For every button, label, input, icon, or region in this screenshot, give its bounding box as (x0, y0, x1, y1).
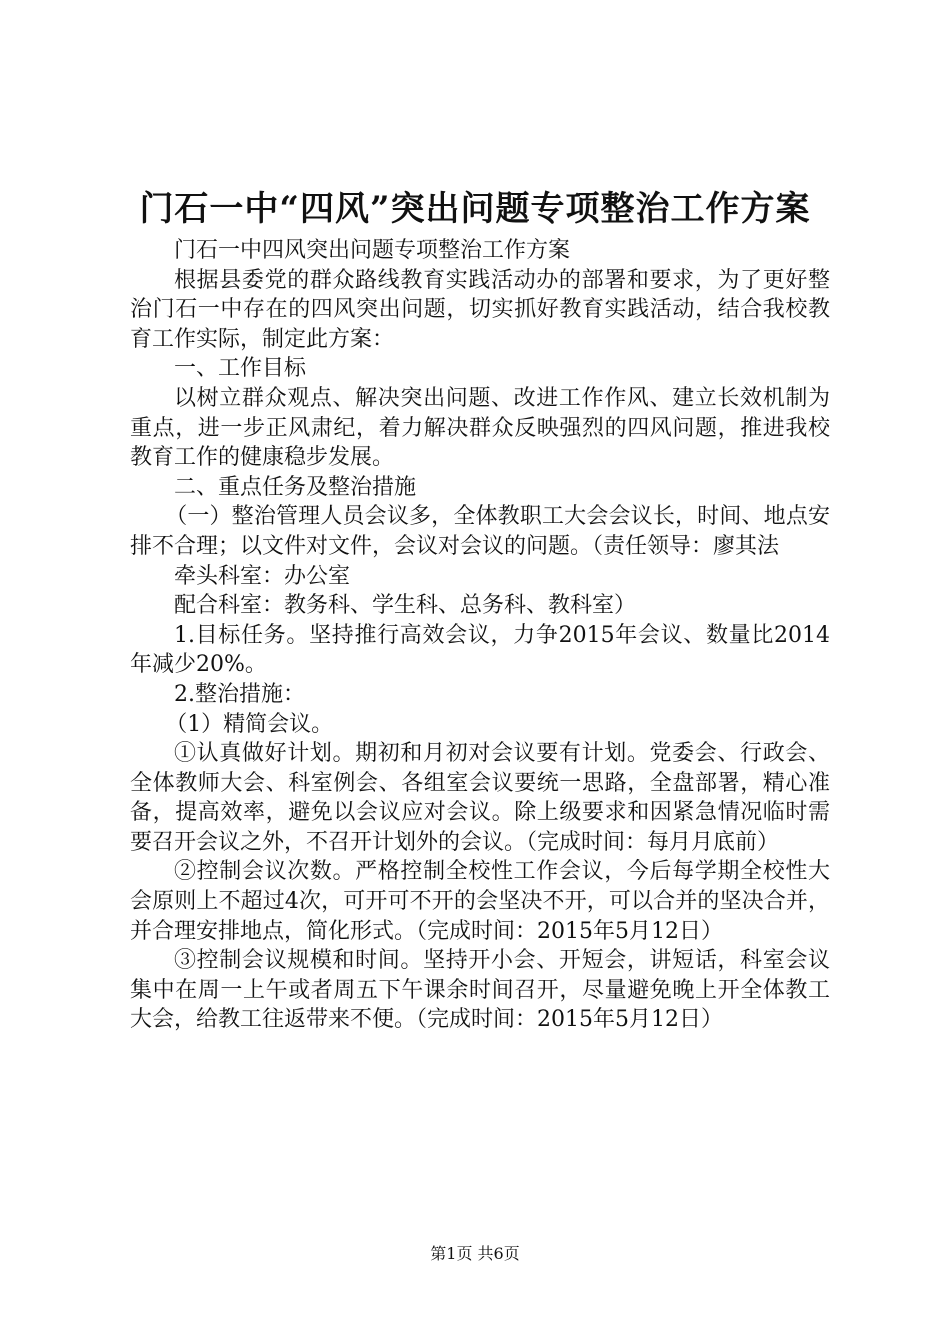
cooperating-departments-line: 配合科室：教务科、学生科、总务科、教科室） (174, 593, 637, 619)
measure-one-paragraph: ①认真做好计划。期初和月初对会议要有计划。党委会、行政会、全体教师大会、科室例会、各组室会议要统一思路，全盘部署，精心准备，提高效率，避免以会议应对会议。除上级要求和因紧急情况临时需要召开会议之外，不召开计划外的会议。（完成时间：每月月底前） (130, 741, 830, 855)
measures-heading: 2.整治措施： (174, 681, 305, 707)
page-footer: 第1页 共6页 (430, 1244, 520, 1263)
goals-paragraph: 以树立群众观点、解决突出问题、改进工作作风、建立长效机制为重点，进一步正风肃纪，着力解决群众反映强烈的四风问题，推进我校教育工作的健康稳步发展。 (130, 385, 830, 471)
section-heading-tasks: 二、重点任务及整治措施 (174, 474, 417, 500)
intro-paragraph: 根据县委党的群众路线教育实践活动办的部署和要求，为了更好整治门石一中存在的四风突出问题，切实抓好教育实践活动，结合我校教育工作实际，制定此方案： (130, 267, 830, 352)
document-title: 门石一中“四风”突出问题专项整治工作方案 (139, 189, 811, 229)
measure-two-paragraph: ②控制会议次数。严格控制全校性工作会议，今后每学期全校性大会原则上不超过4次，可开可不开的会坚决不开，可以合并的坚决合并，并合理安排地点，简化形式。（完成时间：2015年5月12日） (130, 859, 830, 944)
document-body (130, 236, 830, 1035)
task-one-paragraph: （一）整治管理人员会议多，全体教职工大会会议长，时间、地点安排不合理；以文件对文件，会议对会议的问题。（责任领导：廖其法 (130, 504, 830, 559)
streamline-meetings-heading: （1）精简会议。 (165, 711, 334, 737)
subtitle-paragraph: 门石一中四风突出问题专项整治工作方案 (174, 238, 571, 263)
target-task-paragraph: 1.目标任务。坚持推行高效会议，力争2015年会议、数量比2014年减少20%。 (130, 622, 830, 678)
section-heading-goals: 一、工作目标 (174, 356, 307, 382)
lead-department-line: 牵头科室：办公室 (174, 563, 351, 589)
measure-three-paragraph: ③控制会议规模和时间。坚持开小会、开短会，讲短话，科室会议集中在周一上午或者周五下午课余时间召开，尽量避免晚上开全体教工大会，给教工往返带来不便。（完成时间：2015年5月12日） (130, 948, 830, 1033)
